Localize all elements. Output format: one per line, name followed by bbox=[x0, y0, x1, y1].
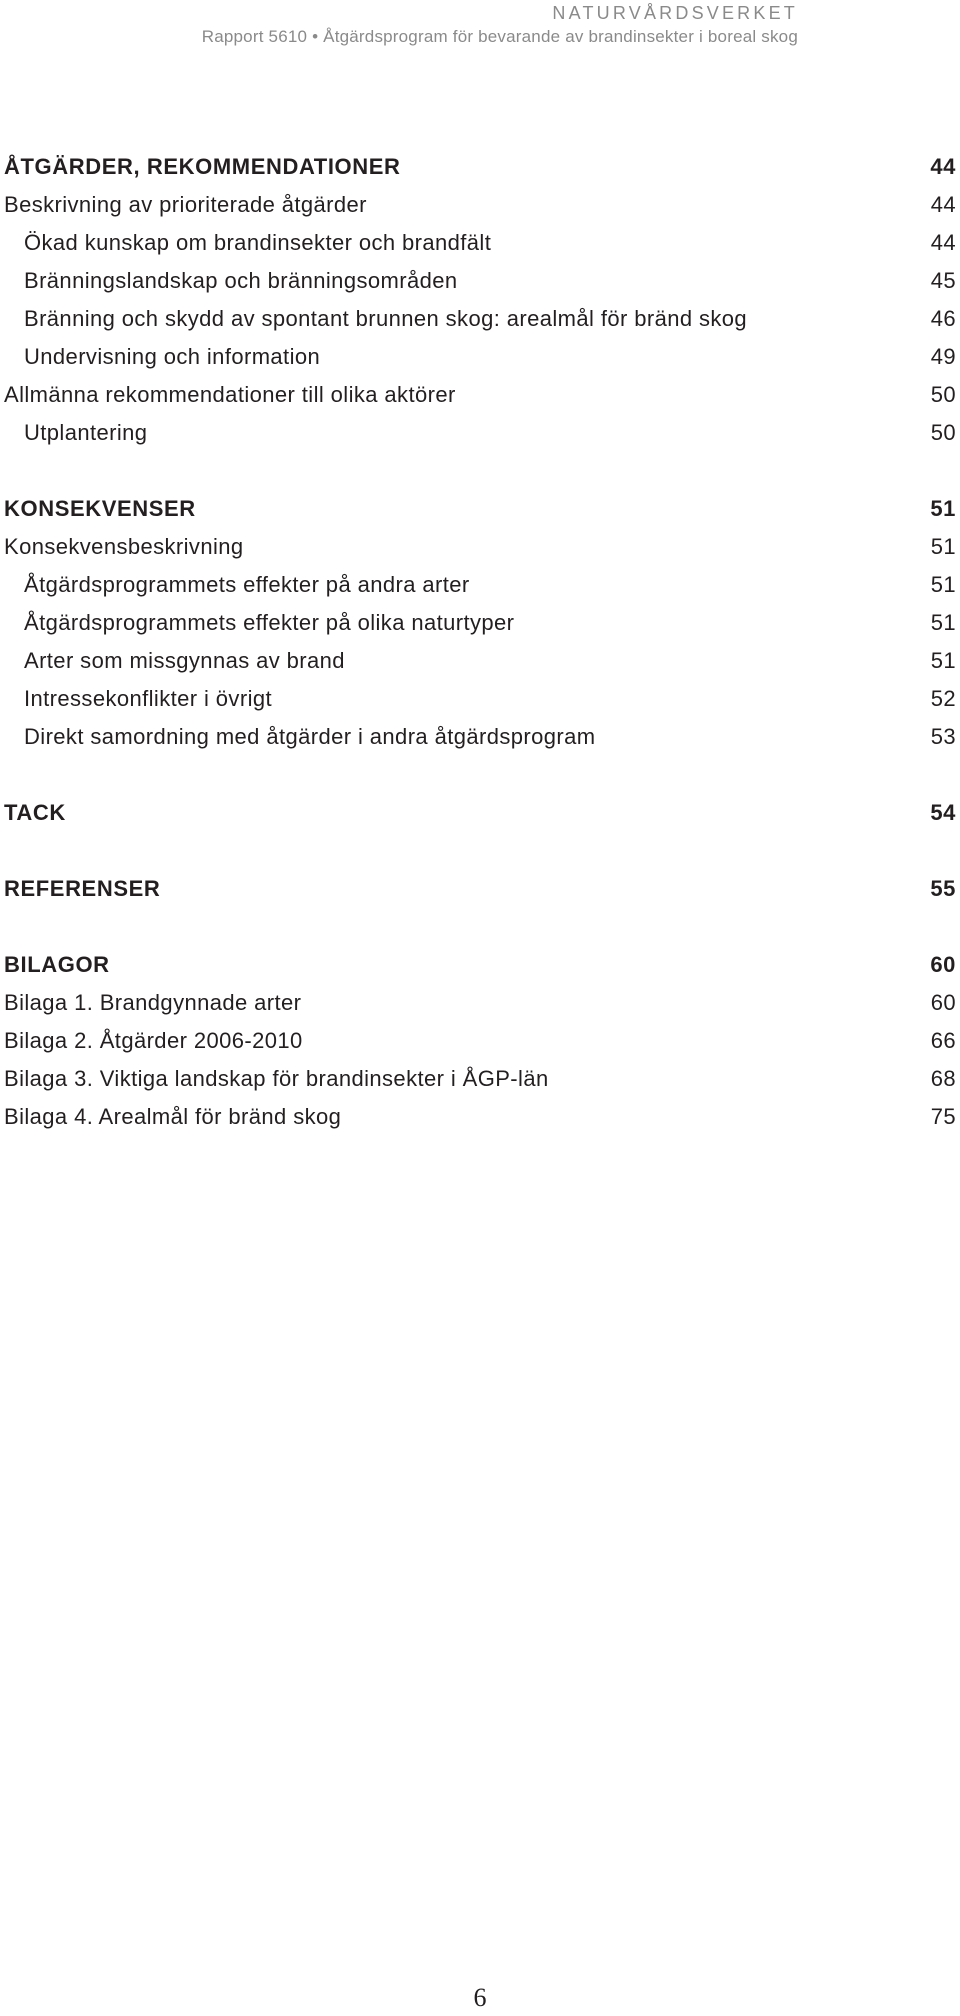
toc-entry-label: KONSEKVENSER bbox=[4, 496, 196, 521]
toc-entry[interactable] bbox=[4, 338, 956, 376]
toc-entry-page: 51 bbox=[930, 572, 956, 597]
toc-section bbox=[4, 148, 956, 452]
toc-entry[interactable] bbox=[4, 300, 956, 338]
toc-entry-label: Utplantering bbox=[24, 420, 148, 445]
toc-entry[interactable] bbox=[4, 642, 956, 680]
toc-entry-page: 46 bbox=[930, 306, 956, 331]
toc-section bbox=[4, 870, 956, 908]
toc-entry-label: Bilaga 4. Arealmål för bränd skog bbox=[4, 1104, 342, 1129]
toc-entry-label: Intressekonflikter i övrigt bbox=[24, 686, 272, 711]
toc-entry-page: 54 bbox=[930, 800, 956, 825]
toc-entry-label: Konsekvensbeskrivning bbox=[4, 534, 244, 559]
toc-entry-page: 55 bbox=[930, 876, 956, 901]
toc-entry-page: 66 bbox=[930, 1028, 956, 1053]
toc-entry[interactable] bbox=[4, 1022, 956, 1060]
toc-entry-page: 50 bbox=[930, 382, 956, 407]
toc-entry[interactable] bbox=[4, 376, 956, 414]
toc-entry-page: 45 bbox=[930, 268, 956, 293]
toc-entry-page: 60 bbox=[930, 990, 956, 1015]
toc-entry[interactable] bbox=[4, 528, 956, 566]
toc-entry-label: Allmänna rekommendationer till olika aktörer bbox=[4, 382, 456, 407]
toc-entry[interactable] bbox=[4, 604, 956, 642]
toc-section bbox=[4, 794, 956, 832]
toc-entry[interactable] bbox=[4, 186, 956, 224]
toc-entry-page: 53 bbox=[930, 724, 956, 749]
toc-entry-label: Bilaga 2. Åtgärder 2006-2010 bbox=[4, 1028, 303, 1053]
publisher-name: NATURVÅRDSVERKET bbox=[552, 3, 798, 23]
toc-entry[interactable] bbox=[4, 718, 956, 756]
toc-entry-page: 44 bbox=[930, 154, 956, 179]
toc-section bbox=[4, 490, 956, 756]
toc-entry-page: 51 bbox=[930, 496, 956, 521]
page-number: 6 bbox=[473, 1983, 487, 2012]
toc-entry-label: REFERENSER bbox=[4, 876, 161, 901]
report-title: Rapport 5610 • Åtgärdsprogram för bevarande av brandinsekter i boreal skog bbox=[201, 27, 798, 46]
toc-entry[interactable] bbox=[4, 1060, 956, 1098]
toc-entry-label: Ökad kunskap om brandinsekter och brandfält bbox=[24, 230, 492, 255]
toc-heading[interactable] bbox=[4, 148, 956, 186]
toc-entry-label: Åtgärdsprogrammets effekter på andra arter bbox=[24, 572, 470, 597]
toc-entry-label: Beskrivning av prioriterade åtgärder bbox=[4, 192, 367, 217]
toc-entry-page: 60 bbox=[930, 952, 956, 977]
toc-entry[interactable] bbox=[4, 224, 956, 262]
toc-entry-page: 52 bbox=[930, 686, 956, 711]
toc-entry-label: Bilaga 1. Brandgynnade arter bbox=[4, 990, 302, 1015]
toc-entry-label: TACK bbox=[4, 800, 66, 825]
toc-entry-label: Bilaga 3. Viktiga landskap för brandinsekter i ÅGP-län bbox=[4, 1066, 549, 1091]
toc-heading[interactable] bbox=[4, 870, 956, 908]
toc-entry-label: Undervisning och information bbox=[24, 344, 321, 369]
toc-entry-page: 51 bbox=[930, 610, 956, 635]
toc-entry-label: Bränning och skydd av spontant brunnen skog: arealmål för bränd skog bbox=[24, 306, 748, 331]
toc-entry[interactable] bbox=[4, 414, 956, 452]
table-of-contents bbox=[4, 148, 956, 1174]
toc-entry-label: Direkt samordning med åtgärder i andra åtgärdsprogram bbox=[24, 724, 596, 749]
toc-entry[interactable] bbox=[4, 566, 956, 604]
running-header bbox=[202, 0, 798, 49]
toc-entry-label: Arter som missgynnas av brand bbox=[24, 648, 345, 673]
toc-entry-page: 51 bbox=[930, 648, 956, 673]
toc-heading[interactable] bbox=[4, 794, 956, 832]
toc-entry-label: Åtgärdsprogrammets effekter på olika naturtyper bbox=[24, 610, 515, 635]
toc-section bbox=[4, 946, 956, 1136]
toc-entry-page: 49 bbox=[930, 344, 956, 369]
toc-entry[interactable] bbox=[4, 984, 956, 1022]
toc-entry[interactable] bbox=[4, 1098, 956, 1136]
toc-entry-page: 68 bbox=[930, 1066, 956, 1091]
toc-entry-label: Bränningslandskap och bränningsområden bbox=[24, 268, 458, 293]
toc-entry-page: 51 bbox=[930, 534, 956, 559]
toc-entry-page: 44 bbox=[930, 192, 956, 217]
toc-entry-label: BILAGOR bbox=[4, 952, 110, 977]
toc-entry-page: 50 bbox=[930, 420, 956, 445]
toc-heading[interactable] bbox=[4, 490, 956, 528]
toc-entry-page: 75 bbox=[930, 1104, 956, 1129]
toc-entry[interactable] bbox=[4, 680, 956, 718]
toc-entry-page: 44 bbox=[930, 230, 956, 255]
toc-heading[interactable] bbox=[4, 946, 956, 984]
toc-entry-label: ÅTGÄRDER, REKOMMENDATIONER bbox=[4, 154, 401, 179]
toc-entry[interactable] bbox=[4, 262, 956, 300]
